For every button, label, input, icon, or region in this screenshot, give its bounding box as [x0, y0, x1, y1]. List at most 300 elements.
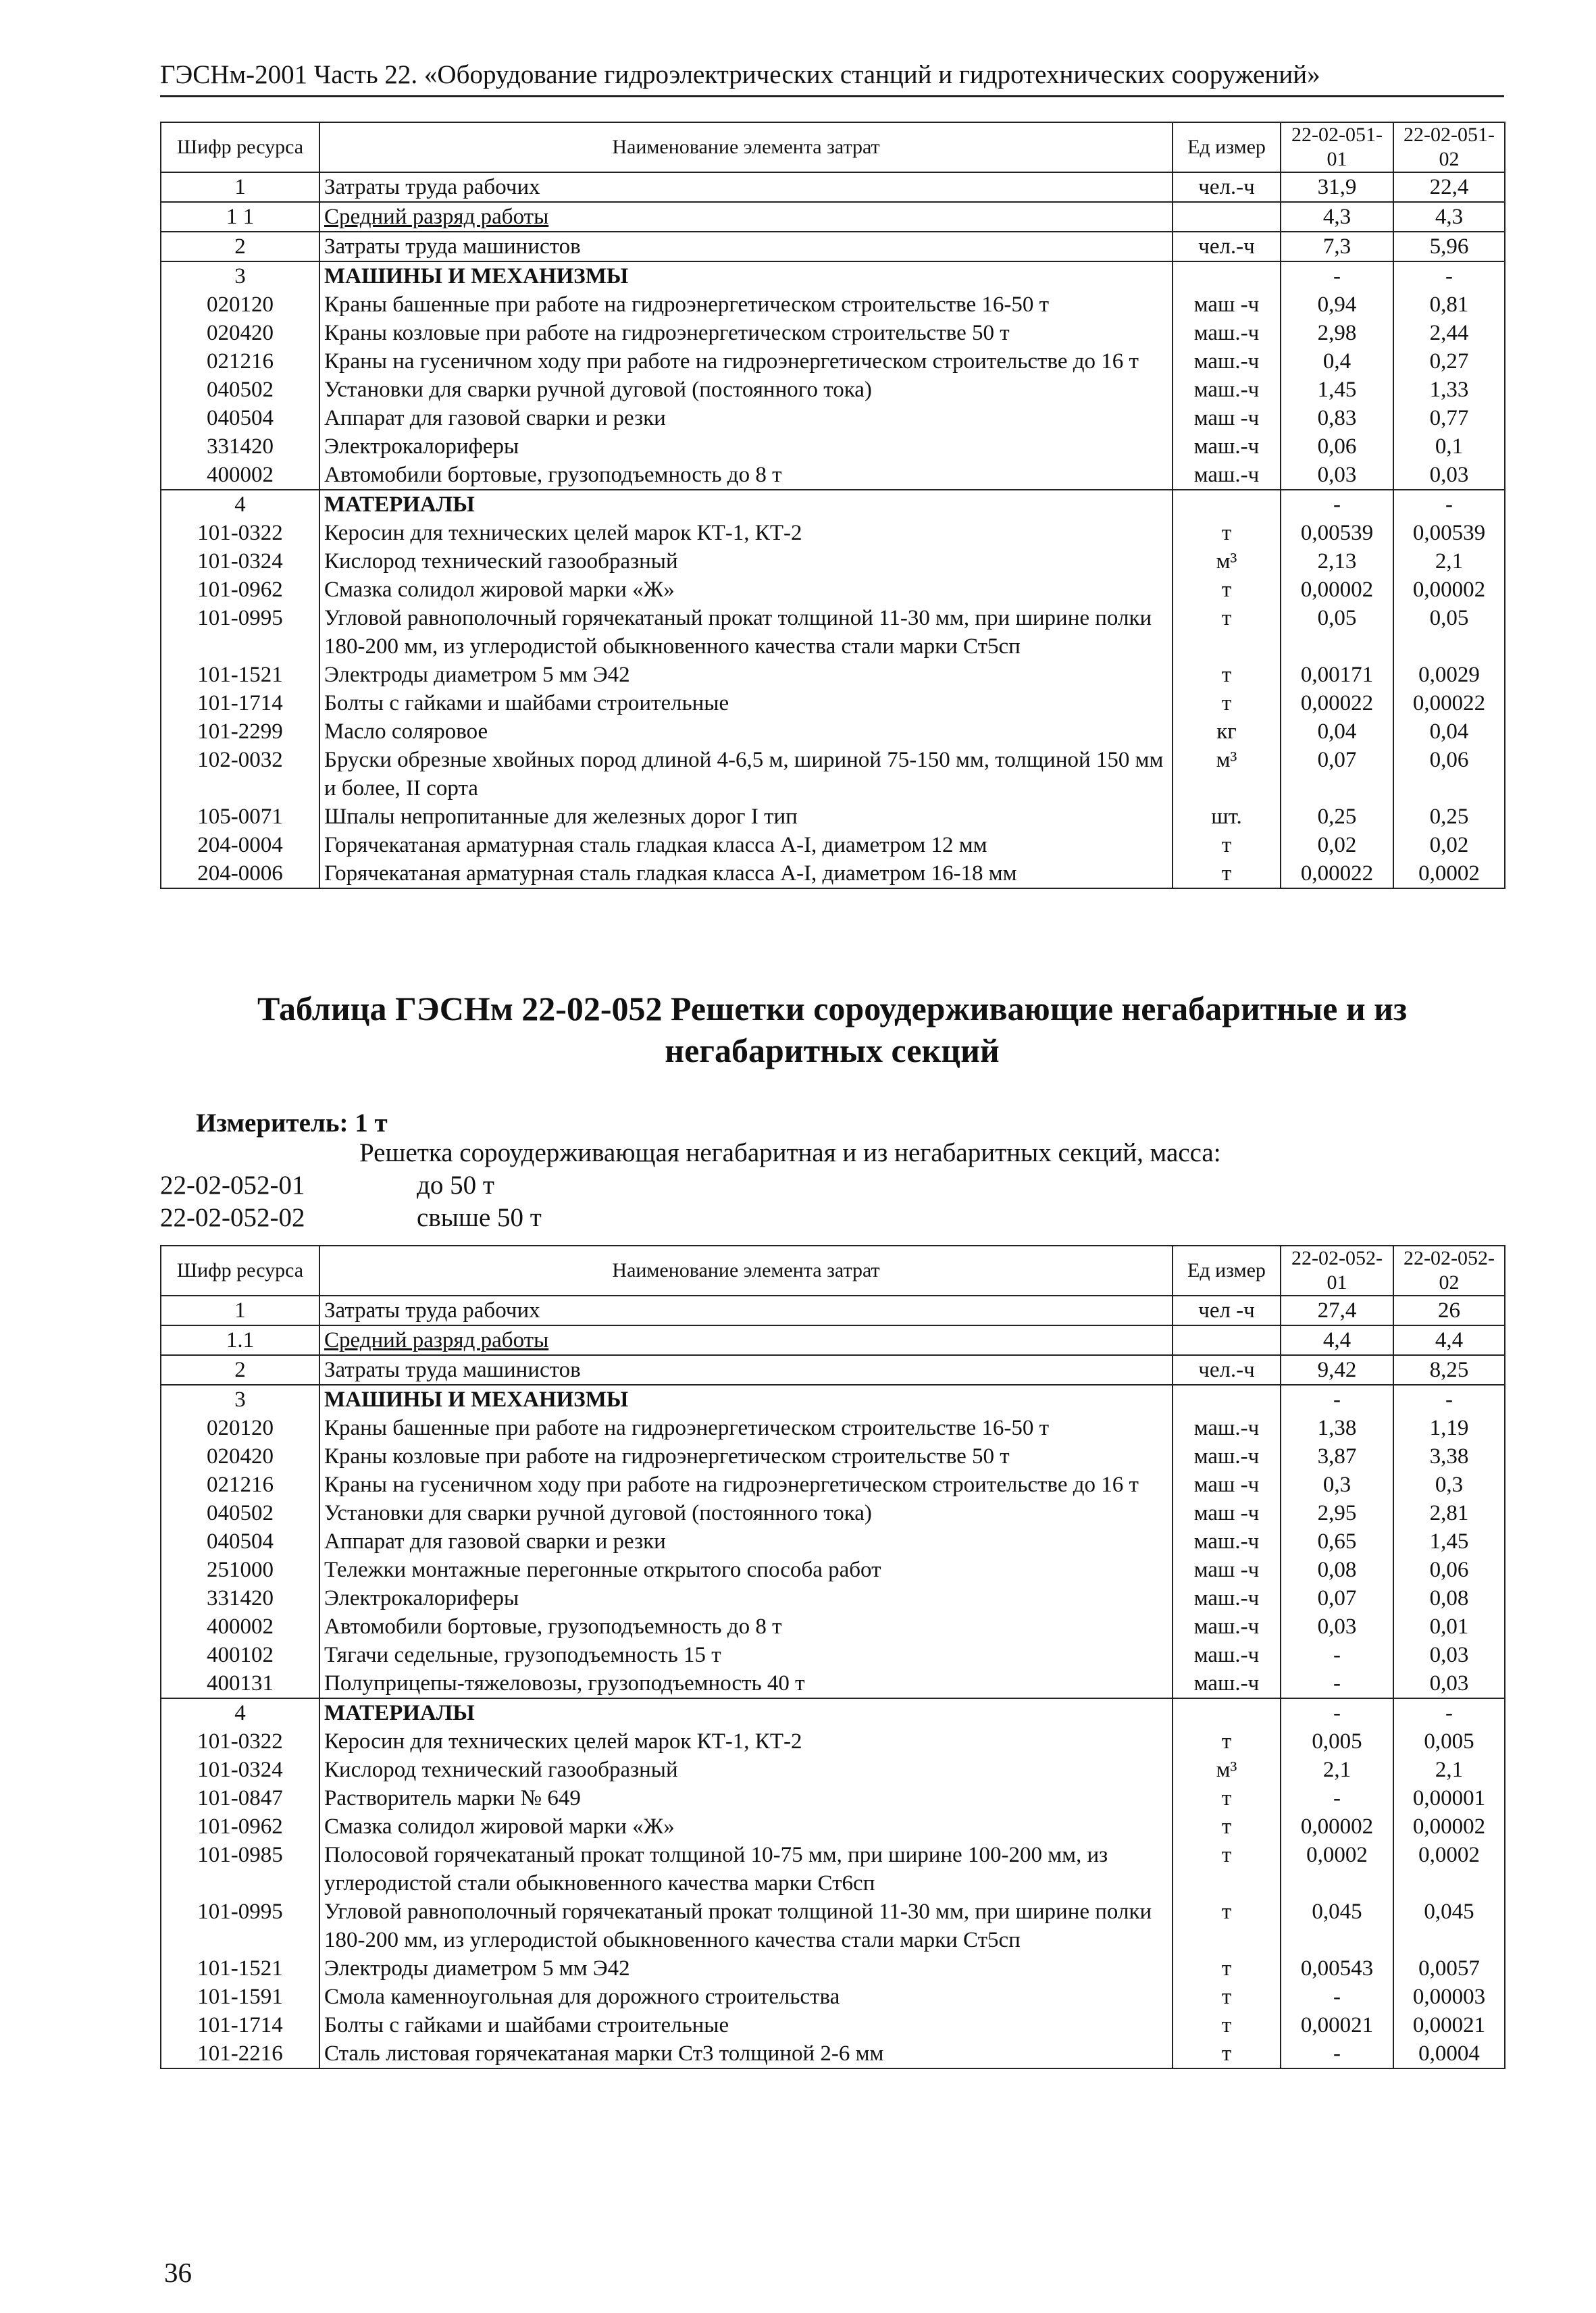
row-code: 101-1591: [161, 1983, 319, 2011]
table-row: [161, 803, 1505, 831]
row-value-1: -: [1281, 1983, 1393, 2011]
row-value-1: -: [1281, 2039, 1393, 2068]
row-value-1: 7,3: [1281, 232, 1393, 261]
row-code: 331420: [161, 432, 319, 461]
row-code: 101-2216: [161, 2039, 319, 2068]
table-row: [161, 1812, 1505, 1841]
table-description: Решетка сороудерживающая негабаритная и из негабаритных секций, масса:: [359, 1138, 1221, 1167]
row-value-1: 0,045: [1281, 1898, 1393, 1954]
table-row: [161, 859, 1505, 888]
row-value-2: 0,05: [1393, 604, 1505, 661]
row-unit: м³: [1173, 547, 1281, 576]
row-value-2: 0,03: [1393, 1669, 1505, 1698]
row-value-2: 1,45: [1393, 1527, 1505, 1556]
row-unit: маш -ч: [1173, 290, 1281, 319]
variant-line: [160, 1202, 542, 1233]
row-value-2: -: [1393, 261, 1505, 290]
row-code: 204-0006: [161, 859, 319, 888]
row-value-1: -: [1281, 1698, 1393, 1727]
row-name: Электроды диаметром 5 мм Э42: [319, 1954, 1173, 1983]
row-value-2: 4,3: [1393, 202, 1505, 232]
row-name: Краны башенные при работе на гидроэнергетическом строительстве 16-50 т: [319, 1414, 1173, 1442]
row-name: Автомобили бортовые, грузоподъемность до 8 т: [319, 1612, 1173, 1641]
row-code: 101-0847: [161, 1784, 319, 1812]
row-unit: маш.-ч: [1173, 461, 1281, 490]
table-row: [161, 1355, 1505, 1385]
row-value-1: 0,00002: [1281, 576, 1393, 604]
table-row: [161, 1527, 1505, 1556]
row-value-2: -: [1393, 1385, 1505, 1414]
table-row: [161, 661, 1505, 689]
row-value-2: 3,38: [1393, 1442, 1505, 1471]
row-value-2: 1,33: [1393, 376, 1505, 404]
column-header-unit: Ед измер: [1173, 1246, 1281, 1296]
row-code: 040502: [161, 376, 319, 404]
row-unit: маш.-ч: [1173, 1442, 1281, 1471]
row-value-1: 0,3: [1281, 1471, 1393, 1499]
row-code: 101-1714: [161, 689, 319, 717]
row-value-2: -: [1393, 490, 1505, 519]
row-value-2: 0,00001: [1393, 1784, 1505, 1812]
row-code: 020420: [161, 319, 319, 347]
row-value-2: 0,08: [1393, 1584, 1505, 1612]
row-value-1: 0,65: [1281, 1527, 1393, 1556]
row-code: 101-0962: [161, 1812, 319, 1841]
row-value-2: 0,04: [1393, 717, 1505, 746]
row-unit: т: [1173, 604, 1281, 661]
row-unit: маш.-ч: [1173, 1414, 1281, 1442]
table-row: [161, 347, 1505, 376]
row-name: Средний разряд работы: [319, 202, 1173, 232]
row-code: 101-0324: [161, 547, 319, 576]
row-code: 400002: [161, 461, 319, 490]
row-unit: [1173, 202, 1281, 232]
row-value-1: -: [1281, 1669, 1393, 1698]
row-name: Автомобили бортовые, грузоподъемность до 8 т: [319, 461, 1173, 490]
row-value-2: 0,25: [1393, 803, 1505, 831]
row-value-2: -: [1393, 1698, 1505, 1727]
table-row: [161, 2011, 1505, 2039]
row-name: МАШИНЫ И МЕХАНИЗМЫ: [319, 1385, 1173, 1414]
row-unit: м³: [1173, 1756, 1281, 1784]
row-value-2: 0,0029: [1393, 661, 1505, 689]
row-code: 040504: [161, 404, 319, 432]
row-value-2: 0,00021: [1393, 2011, 1505, 2039]
column-header-variant-2: 22-02-051-02: [1393, 122, 1505, 172]
table-row: [161, 1612, 1505, 1641]
row-code: 101-0324: [161, 1756, 319, 1784]
row-value-2: 0,0057: [1393, 1954, 1505, 1983]
row-name: Полосовой горячекатаный прокат толщиной 10-75 мм, при ширине 100-200 мм, из углеродистой стали обыкновенного качества марки Ст6сп: [319, 1841, 1173, 1898]
row-value-2: 4,4: [1393, 1325, 1505, 1355]
row-value-1: 2,98: [1281, 319, 1393, 347]
row-value-1: 0,00543: [1281, 1954, 1393, 1983]
table-row: [161, 1727, 1505, 1756]
row-unit: т: [1173, 661, 1281, 689]
row-value-1: 0,00022: [1281, 689, 1393, 717]
row-value-2: 0,06: [1393, 1556, 1505, 1584]
row-value-1: 0,94: [1281, 290, 1393, 319]
table-row: [161, 1556, 1505, 1584]
row-unit: маш -ч: [1173, 1499, 1281, 1527]
row-name: Затраты труда рабочих: [319, 1296, 1173, 1325]
row-code: 101-0962: [161, 576, 319, 604]
row-code: 101-0322: [161, 1727, 319, 1756]
row-value-2: 0,02: [1393, 831, 1505, 859]
row-unit: т: [1173, 2011, 1281, 2039]
row-code: 1.1: [161, 1325, 319, 1355]
row-unit: т: [1173, 1898, 1281, 1954]
row-value-1: 0,00021: [1281, 2011, 1393, 2039]
variant-code: 22-02-052-02: [160, 1203, 305, 1232]
row-unit: т: [1173, 1841, 1281, 1898]
row-name: МАТЕРИАЛЫ: [319, 490, 1173, 519]
row-code: 102-0032: [161, 746, 319, 803]
row-name: Смазка солидол жировой марки «Ж»: [319, 1812, 1173, 1841]
table-row: [161, 461, 1505, 490]
row-value-1: 0,00002: [1281, 1812, 1393, 1841]
row-code: 101-1521: [161, 1954, 319, 1983]
row-value-2: 1,19: [1393, 1414, 1505, 1442]
row-value-1: 9,42: [1281, 1355, 1393, 1385]
row-value-1: 0,00171: [1281, 661, 1393, 689]
row-code: 4: [161, 1698, 319, 1727]
row-unit: т: [1173, 1954, 1281, 1983]
row-name: Тележки монтажные перегонные открытого способа работ: [319, 1556, 1173, 1584]
row-unit: т: [1173, 2039, 1281, 2068]
table-row: [161, 1841, 1505, 1898]
row-value-1: 0,00539: [1281, 519, 1393, 547]
table-row: [161, 1414, 1505, 1442]
row-value-2: 0,03: [1393, 461, 1505, 490]
row-value-2: 0,01: [1393, 1612, 1505, 1641]
row-unit: т: [1173, 831, 1281, 859]
row-code: 204-0004: [161, 831, 319, 859]
row-code: 331420: [161, 1584, 319, 1612]
row-unit: м³: [1173, 746, 1281, 803]
row-value-2: 0,0002: [1393, 859, 1505, 888]
table-row: [161, 1325, 1505, 1355]
row-unit: т: [1173, 519, 1281, 547]
row-name: Угловой равнополочный горячекатаный прокат толщиной 11-30 мм, при ширине полки 180-200 мм, из углеродистой обыкновенного качества стали марки Ст5сп: [319, 1898, 1173, 1954]
row-name: Краны козловые при работе на гидроэнергетическом строительстве 50 т: [319, 1442, 1173, 1471]
table-row: [161, 376, 1505, 404]
column-header-variant-1: 22-02-052-01: [1281, 1246, 1393, 1296]
row-value-2: 0,0002: [1393, 1841, 1505, 1898]
table-row: [161, 232, 1505, 261]
row-value-1: 0,04: [1281, 717, 1393, 746]
row-name: Электрокалориферы: [319, 432, 1173, 461]
row-value-2: 0,045: [1393, 1898, 1505, 1954]
row-value-1: 2,13: [1281, 547, 1393, 576]
row-value-2: 2,81: [1393, 1499, 1505, 1527]
column-header-code: Шифр ресурса: [161, 1246, 319, 1296]
row-value-1: 0,00022: [1281, 859, 1393, 888]
page-number: 36: [164, 2257, 192, 2288]
row-name: Шпалы непропитанные для железных дорог I тип: [319, 803, 1173, 831]
row-value-2: 0,00003: [1393, 1983, 1505, 2011]
row-value-2: 8,25: [1393, 1355, 1505, 1385]
row-name: Горячекатаная арматурная сталь гладкая класса А-I, диаметром 12 мм: [319, 831, 1173, 859]
row-value-2: 0,77: [1393, 404, 1505, 432]
table-row: [161, 261, 1505, 290]
row-name: Аппарат для газовой сварки и резки: [319, 404, 1173, 432]
row-name: Горячекатаная арматурная сталь гладкая класса А-I, диаметром 16-18 мм: [319, 859, 1173, 888]
row-value-1: 2,1: [1281, 1756, 1393, 1784]
row-unit: т: [1173, 1812, 1281, 1841]
row-unit: [1173, 261, 1281, 290]
row-code: 1: [161, 1296, 319, 1325]
row-unit: маш -ч: [1173, 1471, 1281, 1499]
row-code: 101-0995: [161, 1898, 319, 1954]
row-value-1: -: [1281, 1641, 1393, 1669]
row-code: 040504: [161, 1527, 319, 1556]
row-code: 021216: [161, 347, 319, 376]
row-unit: маш.-ч: [1173, 1527, 1281, 1556]
row-unit: маш -ч: [1173, 1556, 1281, 1584]
row-name: Краны козловые при работе на гидроэнергетическом строительстве 50 т: [319, 319, 1173, 347]
row-value-1: 0,07: [1281, 1584, 1393, 1612]
table-row: [161, 1784, 1505, 1812]
row-unit: кг: [1173, 717, 1281, 746]
row-value-2: 0,06: [1393, 746, 1505, 803]
row-value-1: 0,07: [1281, 746, 1393, 803]
row-name: Электроды диаметром 5 мм Э42: [319, 661, 1173, 689]
row-value-1: 0,03: [1281, 1612, 1393, 1641]
row-value-1: -: [1281, 261, 1393, 290]
column-header-variant-1: 22-02-051-01: [1281, 122, 1393, 172]
table-row: [161, 490, 1505, 519]
row-code: 020120: [161, 290, 319, 319]
row-unit: [1173, 490, 1281, 519]
table-row: [161, 519, 1505, 547]
row-value-2: 0,00002: [1393, 1812, 1505, 1841]
row-code: 101-0322: [161, 519, 319, 547]
row-name: Установки для сварки ручной дуговой (постоянного тока): [319, 376, 1173, 404]
row-name: Болты с гайками и шайбами строительные: [319, 689, 1173, 717]
column-header-name: Наименование элемента затрат: [319, 122, 1173, 172]
row-value-1: 0,03: [1281, 461, 1393, 490]
row-value-1: 0,02: [1281, 831, 1393, 859]
variant-label: до 50 т: [417, 1171, 494, 1200]
table-row: [161, 290, 1505, 319]
row-unit: маш.-ч: [1173, 1584, 1281, 1612]
table-row: [161, 172, 1505, 202]
row-code: 101-2299: [161, 717, 319, 746]
table-row: [161, 319, 1505, 347]
row-value-1: 0,4: [1281, 347, 1393, 376]
row-value-1: 0,0002: [1281, 1841, 1393, 1898]
table-row: [161, 1499, 1505, 1527]
row-unit: чел.-ч: [1173, 172, 1281, 202]
row-name: Керосин для технических целей марок КТ-1, КТ-2: [319, 1727, 1173, 1756]
row-name: Сталь листовая горячекатаная марки Ст3 толщиной 2-6 мм: [319, 2039, 1173, 2068]
row-unit: маш.-ч: [1173, 1612, 1281, 1641]
row-code: 1 1: [161, 202, 319, 232]
table-row: [161, 576, 1505, 604]
variant-label: свыше 50 т: [417, 1203, 542, 1232]
row-name: Кислород технический газообразный: [319, 547, 1173, 576]
row-unit: [1173, 1698, 1281, 1727]
row-value-1: 31,9: [1281, 172, 1393, 202]
row-name: Бруски обрезные хвойных пород длиной 4-6,5 м, шириной 75-150 мм, толщиной 150 мм и более, II сорта: [319, 746, 1173, 803]
row-unit: т: [1173, 1784, 1281, 1812]
table-row: [161, 432, 1505, 461]
row-unit: маш.-ч: [1173, 347, 1281, 376]
row-code: 1: [161, 172, 319, 202]
row-name: МАШИНЫ И МЕХАНИЗМЫ: [319, 261, 1173, 290]
table-row: [161, 547, 1505, 576]
table-row: [161, 404, 1505, 432]
variant-line: [160, 1170, 494, 1200]
page-header: ГЭСНм-2001 Часть 22. «Оборудование гидроэлектрических станций и гидротехнических сооружений»: [160, 59, 1504, 97]
row-value-1: -: [1281, 490, 1393, 519]
row-code: 101-1714: [161, 2011, 319, 2039]
table-row: [161, 1296, 1505, 1325]
table-body: [161, 172, 1505, 888]
table-row: [161, 717, 1505, 746]
row-value-2: 0,1: [1393, 432, 1505, 461]
column-header-code: Шифр ресурса: [161, 122, 319, 172]
row-code: 020120: [161, 1414, 319, 1442]
row-code: 3: [161, 1385, 319, 1414]
row-name: Угловой равнополочный горячекатаный прокат толщиной 11-30 мм, при ширине полки 180-200 мм, из углеродистой обыкновенного качества стали марки Ст5сп: [319, 604, 1173, 661]
resource-table-051: [160, 122, 1505, 889]
row-value-1: 0,08: [1281, 1556, 1393, 1584]
row-value-1: 0,06: [1281, 432, 1393, 461]
row-name: Смазка солидол жировой марки «Ж»: [319, 576, 1173, 604]
row-code: 040502: [161, 1499, 319, 1527]
table-row: [161, 1954, 1505, 1983]
table-header-row: [161, 122, 1505, 172]
row-value-1: -: [1281, 1385, 1393, 1414]
row-value-1: 0,83: [1281, 404, 1393, 432]
table-row: [161, 1669, 1505, 1698]
table-row: [161, 202, 1505, 232]
row-name: Смола каменноугольная для дорожного строительства: [319, 1983, 1173, 2011]
row-name: Керосин для технических целей марок КТ-1, КТ-2: [319, 519, 1173, 547]
row-unit: маш.-ч: [1173, 1669, 1281, 1698]
row-value-1: 1,38: [1281, 1414, 1393, 1442]
row-value-1: 0,05: [1281, 604, 1393, 661]
row-value-1: 4,3: [1281, 202, 1393, 232]
row-name: Затраты труда рабочих: [319, 172, 1173, 202]
table-row: [161, 1756, 1505, 1784]
variant-code: 22-02-052-01: [160, 1171, 305, 1200]
row-value-2: 22,4: [1393, 172, 1505, 202]
row-value-1: 0,25: [1281, 803, 1393, 831]
column-header-unit: Ед измер: [1173, 122, 1281, 172]
table-row: [161, 1584, 1505, 1612]
row-unit: чел.-ч: [1173, 232, 1281, 261]
row-name: Краны на гусеничном ходу при работе на гидроэнергетическом строительстве до 16 т: [319, 347, 1173, 376]
row-name: Кислород технический газообразный: [319, 1756, 1173, 1784]
row-code: 2: [161, 232, 319, 261]
row-code: 021216: [161, 1471, 319, 1499]
row-value-2: 0,00002: [1393, 576, 1505, 604]
row-name: Краны на гусеничном ходу при работе на гидроэнергетическом строительстве до 16 т: [319, 1471, 1173, 1499]
row-name: Тягачи седельные, грузоподъемность 15 т: [319, 1641, 1173, 1669]
row-value-2: 0,27: [1393, 347, 1505, 376]
row-code: 400131: [161, 1669, 319, 1698]
row-unit: шт.: [1173, 803, 1281, 831]
row-value-1: 1,45: [1281, 376, 1393, 404]
column-header-variant-2: 22-02-052-02: [1393, 1246, 1505, 1296]
table-title: Таблица ГЭСНм 22-02-052 Решетки сороудерживающие негабаритные и из негабаритных секций: [257, 990, 1408, 1069]
table-row: [161, 1898, 1505, 1954]
table-body: [161, 1296, 1505, 2068]
row-name: Затраты труда машинистов: [319, 1355, 1173, 1385]
row-value-2: 0,3: [1393, 1471, 1505, 1499]
row-unit: чел.-ч: [1173, 1355, 1281, 1385]
row-value-2: 2,44: [1393, 319, 1505, 347]
row-value-2: 2,1: [1393, 547, 1505, 576]
column-header-name: Наименование элемента затрат: [319, 1246, 1173, 1296]
table-row: [161, 604, 1505, 661]
row-code: 400002: [161, 1612, 319, 1641]
row-code: 101-0995: [161, 604, 319, 661]
row-value-2: 0,00539: [1393, 519, 1505, 547]
row-unit: т: [1173, 576, 1281, 604]
row-name: Масло соляровое: [319, 717, 1173, 746]
row-code: 4: [161, 490, 319, 519]
row-value-1: -: [1281, 1784, 1393, 1812]
row-value-2: 0,03: [1393, 1641, 1505, 1669]
row-value-1: 4,4: [1281, 1325, 1393, 1355]
row-value-2: 0,81: [1393, 290, 1505, 319]
row-code: 020420: [161, 1442, 319, 1471]
table-row: [161, 689, 1505, 717]
meter-label: Измеритель: 1 т: [196, 1109, 388, 1138]
row-unit: т: [1173, 1983, 1281, 2011]
row-value-1: 0,005: [1281, 1727, 1393, 1756]
row-unit: маш.-ч: [1173, 376, 1281, 404]
table-row: [161, 1641, 1505, 1669]
row-name: Аппарат для газовой сварки и резки: [319, 1527, 1173, 1556]
row-value-2: 5,96: [1393, 232, 1505, 261]
table-row: [161, 1698, 1505, 1727]
resource-table-052: [160, 1245, 1505, 2069]
row-unit: маш.-ч: [1173, 319, 1281, 347]
row-name: Затраты труда машинистов: [319, 232, 1173, 261]
row-unit: т: [1173, 859, 1281, 888]
row-value-2: 0,005: [1393, 1727, 1505, 1756]
row-code: 3: [161, 261, 319, 290]
row-name: Средний разряд работы: [319, 1325, 1173, 1355]
row-code: 101-1521: [161, 661, 319, 689]
row-unit: маш.-ч: [1173, 432, 1281, 461]
table-row: [161, 1442, 1505, 1471]
row-value-2: 26: [1393, 1296, 1505, 1325]
row-name: Краны башенные при работе на гидроэнергетическом строительстве 16-50 т: [319, 290, 1173, 319]
row-unit: т: [1173, 689, 1281, 717]
row-name: Болты с гайками и шайбами строительные: [319, 2011, 1173, 2039]
row-name: Растворитель марки № 649: [319, 1784, 1173, 1812]
row-name: Электрокалориферы: [319, 1584, 1173, 1612]
row-unit: маш -ч: [1173, 404, 1281, 432]
row-unit: т: [1173, 1727, 1281, 1756]
table-row: [161, 1385, 1505, 1414]
row-code: 2: [161, 1355, 319, 1385]
row-value-2: 0,0004: [1393, 2039, 1505, 2068]
row-name: Установки для сварки ручной дуговой (постоянного тока): [319, 1499, 1173, 1527]
row-code: 400102: [161, 1641, 319, 1669]
table-row: [161, 2039, 1505, 2068]
row-value-1: 27,4: [1281, 1296, 1393, 1325]
row-name: Полуприцепы-тяжеловозы, грузоподъемность 40 т: [319, 1669, 1173, 1698]
row-value-1: 3,87: [1281, 1442, 1393, 1471]
row-code: 101-0985: [161, 1841, 319, 1898]
